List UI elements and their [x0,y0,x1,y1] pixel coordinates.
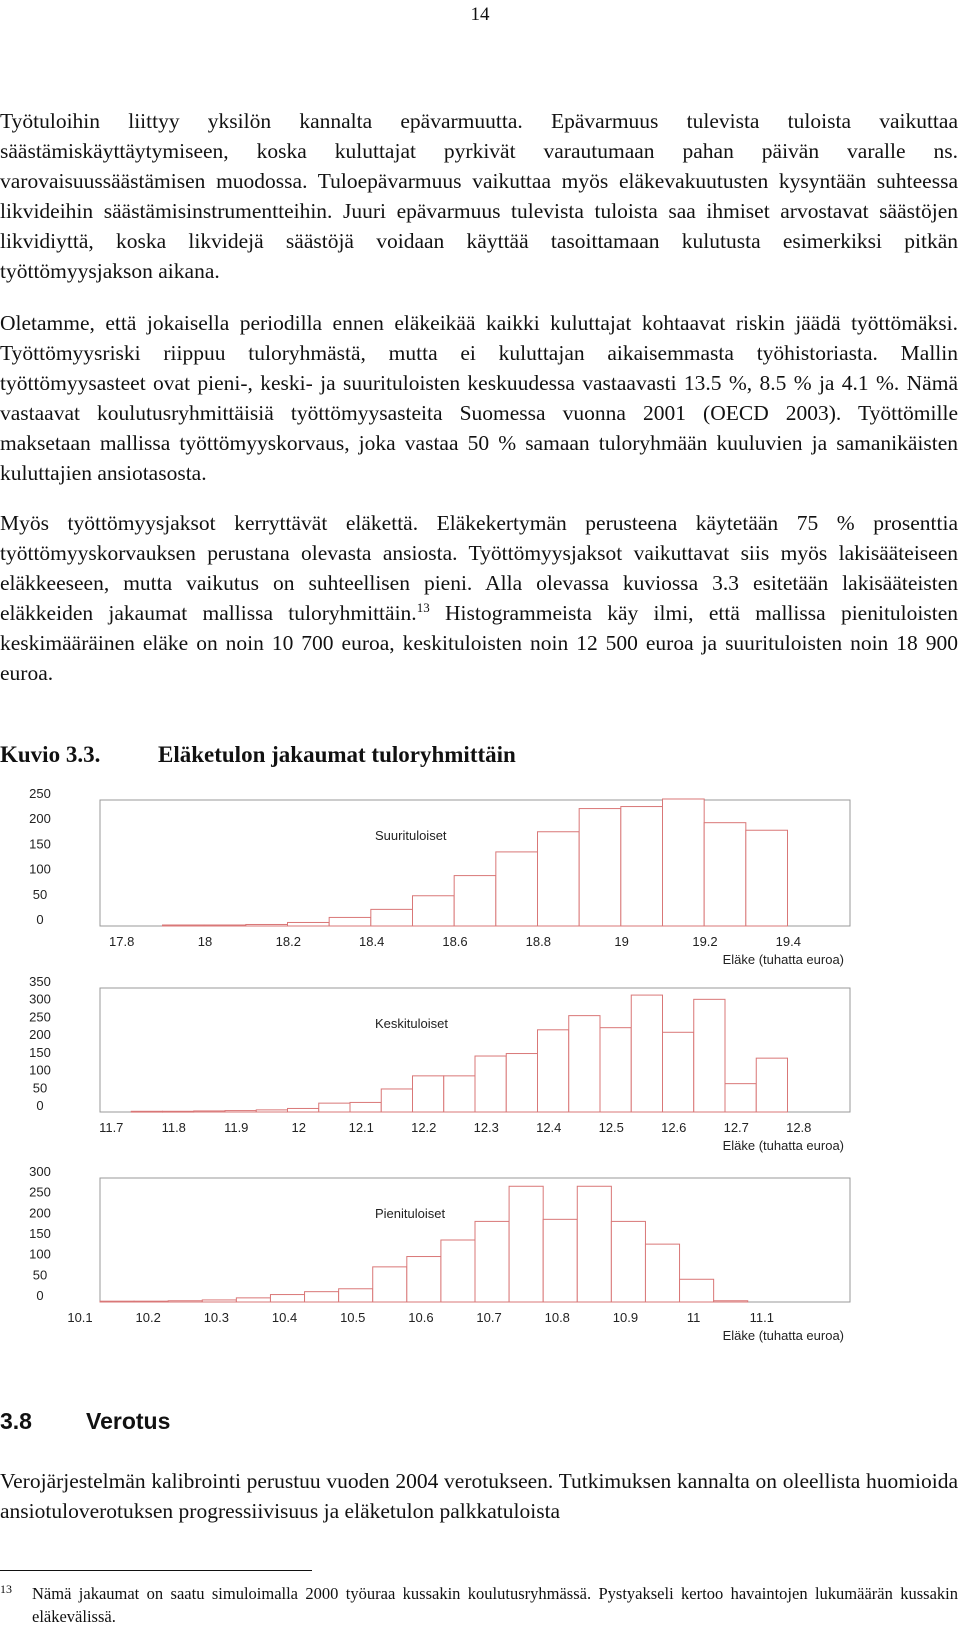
histogram-bar [538,1030,569,1112]
histogram-bar [663,1032,694,1112]
x-tick-label: 12.5 [598,1120,624,1135]
histogram-bar [305,1292,339,1302]
histogram-bar [288,922,330,926]
histogram-bar [202,1300,236,1302]
section-heading [0,1408,170,1435]
x-tick-label: 18.4 [359,934,385,949]
x-tick-label: 10.5 [340,1310,366,1325]
figure-number: Kuvio 3.3. [0,742,101,767]
histogram-bar [204,925,246,926]
histogram-bar [746,830,788,926]
figure-title [0,742,516,768]
x-tick-label: 11.9 [224,1120,249,1135]
histogram-bar [168,1301,202,1302]
x-tick-label: 12 [291,1120,306,1135]
histogram-bar [163,925,205,926]
histogram-bar [441,1240,475,1302]
y-tick-label: 100 [29,861,51,877]
y-tick-label: 350 [29,974,51,989]
x-tick-label: 12.6 [661,1120,687,1135]
y-tick-label: 250 [29,786,51,801]
histogram-bar [329,917,371,926]
histogram-bar [475,1056,506,1112]
y-tick-label: 0 [36,912,44,927]
histogram-bar [506,1054,537,1112]
footnote-divider [0,1570,312,1571]
x-tick-label: 10.7 [476,1310,502,1325]
histogram-bar [600,1028,631,1112]
x-axis-label: Eläke (tuhatta euroa) [722,952,844,967]
x-tick-label: 11 [686,1310,701,1325]
x-axis-label: Eläke (tuhatta euroa) [722,1138,844,1153]
histogram-bar [621,807,663,926]
x-tick-label: 11.1 [749,1310,774,1325]
y-tick-label: 100 [29,1062,51,1078]
y-tick-label: 250 [29,1184,51,1200]
x-tick-label: 19 [614,934,629,949]
histogram-bar [631,995,662,1112]
histogram-middle-income [0,972,960,1158]
page-number: 14 [470,4,490,25]
x-axis-label: Eläke (tuhatta euroa) [722,1328,844,1343]
histogram-bar [756,1058,787,1112]
x-tick-label: 18.2 [275,934,301,949]
y-tick-label: 150 [29,836,51,852]
paragraph-income-uncertainty: Työtuloihin liittyy yksilön kannalta epävarmuutta. Epävarmuus tulevista tuloista vaikuttaa säästämiskäyttäytymiseen, koska kuluttajat pyrkivät varautumaan pahan päivän varalle ns. varovaisuussäästämisen muodossa. Tuloepävarmuus vaikuttaa myös eläkevakuutusten kysyntään suhteessa likvideihin säästämisinstrumentteihin. Juuri epävarmuus tulevista tuloista saa ihmiset arvostavat säästöjen likvidiyttä, koska likvidejä säästöjä voidaan käyttää tasoittamaan kulutusta esimerkiksi pitkän työttömyysjakson aikana. [0,109,958,283]
y-tick-label: 150 [29,1226,51,1241]
paragraph-taxation: Verojärjestelmän kalibrointi perustuu vuoden 2004 verotukseen. Tutkimuksen kannalta on oleellista huomioida ansiotuloverotuksen progressiivisuus ja eläketulon palkkatuloista [0,1469,958,1523]
y-tick-label: 200 [29,1205,51,1221]
x-tick-label: 12.8 [786,1120,812,1135]
histogram-bar [100,1301,134,1302]
x-tick-label: 10.1 [67,1310,93,1325]
x-tick-label: 18.8 [525,934,551,949]
y-tick-label: 150 [29,1044,51,1060]
x-tick-label: 10.6 [408,1310,434,1325]
y-tick-label: 300 [29,1164,51,1179]
histogram-bar [256,1110,287,1112]
paragraph-pension-accrual [0,508,958,688]
footnote-reference: 13 [416,599,430,615]
histogram-bar [350,1102,381,1112]
histogram-bar [496,852,538,926]
section-title: Verotus [86,1408,171,1434]
histogram-bar [373,1267,407,1302]
histogram-bar [714,1301,748,1302]
x-tick-label: 12.1 [348,1120,374,1135]
y-tick-label: 0 [36,1098,44,1113]
histogram-bar [339,1289,373,1302]
footnote [0,1582,958,1628]
x-tick-label: 11.7 [99,1120,124,1135]
histogram-bar [131,1111,162,1112]
histogram-bar [413,896,455,926]
histogram-bar [645,1244,679,1302]
histogram-bar [454,876,496,926]
y-tick-label: 50 [32,1267,48,1283]
y-tick-label: 100 [29,1246,51,1262]
x-tick-label: 17.8 [109,934,135,949]
histogram-high-income [0,780,960,970]
x-tick-label: 18 [197,934,213,949]
histogram-bar [543,1219,577,1302]
histogram-title: Suurituloiset [375,828,447,843]
section-number: 3.8 [0,1408,32,1434]
y-tick-label: 50 [32,1080,48,1096]
y-tick-label: 250 [29,1009,51,1025]
histogram-bar [407,1257,441,1302]
histogram-bar [680,1279,714,1302]
figure-caption: Eläketulon jakaumat tuloryhmittäin [158,742,516,767]
y-tick-label: 0 [36,1288,44,1303]
histogram-bar [577,1186,611,1302]
paragraph-unemployment-risk: Oletamme, että jokaisella periodilla ennen eläkeikää kaikki kuluttajat kohtaavat riskin jäädä työttömäksi. Työttömyysriski riippuu tuloryhmästä, mutta ei kuluttajan aikaisemmasta työhistoriasta. Mallin työttömyysasteet ovat pieni-, keski- ja suurituloisten keskuudessa vastaavasti 13.5 %, 8.5 % ja 4.1 %. Nämä vastaavat koulutusryhmittäisiä työttömyysasteita Suomessa vuonna 2001 (OECD 2003). Työttömille maksetaan mallissa työttömyyskorvaus, joka vastaa 50 % samaan tuloryhmään kuuluvien ja samanikäisten kuluttajien ansiotasosta. [0,311,958,485]
x-tick-label: 19.2 [692,934,718,949]
histogram-bar [663,799,705,926]
histogram-bar [381,1089,412,1112]
histogram-bar [236,1298,270,1302]
histogram-bar [288,1108,319,1112]
x-tick-label: 18.6 [442,934,468,949]
x-tick-label: 10.4 [271,1310,298,1325]
x-tick-label: 19.4 [775,934,801,949]
histogram-bar [225,1111,256,1112]
histogram-bar [579,809,621,926]
histogram-svg [0,972,960,1158]
x-tick-label: 12.2 [411,1120,437,1135]
histogram-bar [134,1301,168,1302]
histogram-bar [163,1111,194,1112]
histogram-bar [569,1016,600,1112]
histogram-bar [704,823,746,926]
histogram-bar [694,999,725,1112]
histogram-bar [725,1084,756,1112]
histogram-bar [246,924,288,926]
histogram-bar [413,1076,444,1112]
histogram-bar [371,909,413,926]
x-tick-label: 11.8 [161,1120,186,1135]
x-tick-label: 10.8 [544,1310,570,1325]
paragraph-histogram-summary: Histogrammeista käy ilmi, että mallissa pienituloisten keskimääräinen eläke on noin 10 700 euroa, keskituloisten noin 12 500 euroa ja suurituloisten noin 18 900 euroa. [0,601,958,685]
x-tick-label: 12.7 [723,1120,749,1135]
footnote-mark: 13 [0,1582,12,1596]
histogram-bar [319,1103,350,1112]
histogram-bar [611,1221,645,1302]
histogram-bar [444,1076,475,1112]
y-tick-label: 50 [32,886,48,902]
x-tick-label: 10.9 [612,1310,639,1325]
histogram-bar [194,1111,225,1112]
x-tick-label: 12.3 [473,1120,499,1135]
y-tick-label: 300 [29,991,51,1007]
paragraph-pension-accrual-text: Myös työttömyysjaksot kerryttävät eläkettä. Eläkekertymän perusteena käytetään 75 % prosenttia työttömyyskorvauksen perustana olevasta ansiosta. Työttömyysjaksot vaikuttavat siis myös lakisääteiseen eläkkeeseen, mutta vaikutus on suhteellisen pieni. Alla olevassa kuviossa 3.3 esitetään lakisääteisten eläkkeiden jakaumat mallissa tuloryhmittäin. [0,511,958,625]
histogram-bar [270,1295,304,1302]
x-tick-label: 10.2 [135,1310,161,1325]
histogram-svg [0,1160,960,1346]
footnote-text: Nämä jakaumat on saatu simuloimalla 2000 työuraa kussakin koulutusryhmässä. Pystyakseli kertoo havaintojen lukumäärän kussakin eläkevälissä. [32,1584,958,1626]
histogram-title: Keskituloiset [375,1016,448,1031]
x-tick-label: 12.4 [536,1120,562,1135]
histogram-title: Pienituloiset [375,1206,446,1221]
y-tick-label: 200 [29,1027,51,1043]
histogram-bar [475,1221,509,1302]
histogram-svg [0,780,960,970]
histogram-bar [509,1186,543,1302]
x-tick-label: 10.3 [203,1310,230,1325]
histogram-bar [538,832,580,926]
histogram-low-income [0,1160,960,1346]
y-tick-label: 200 [29,811,51,827]
